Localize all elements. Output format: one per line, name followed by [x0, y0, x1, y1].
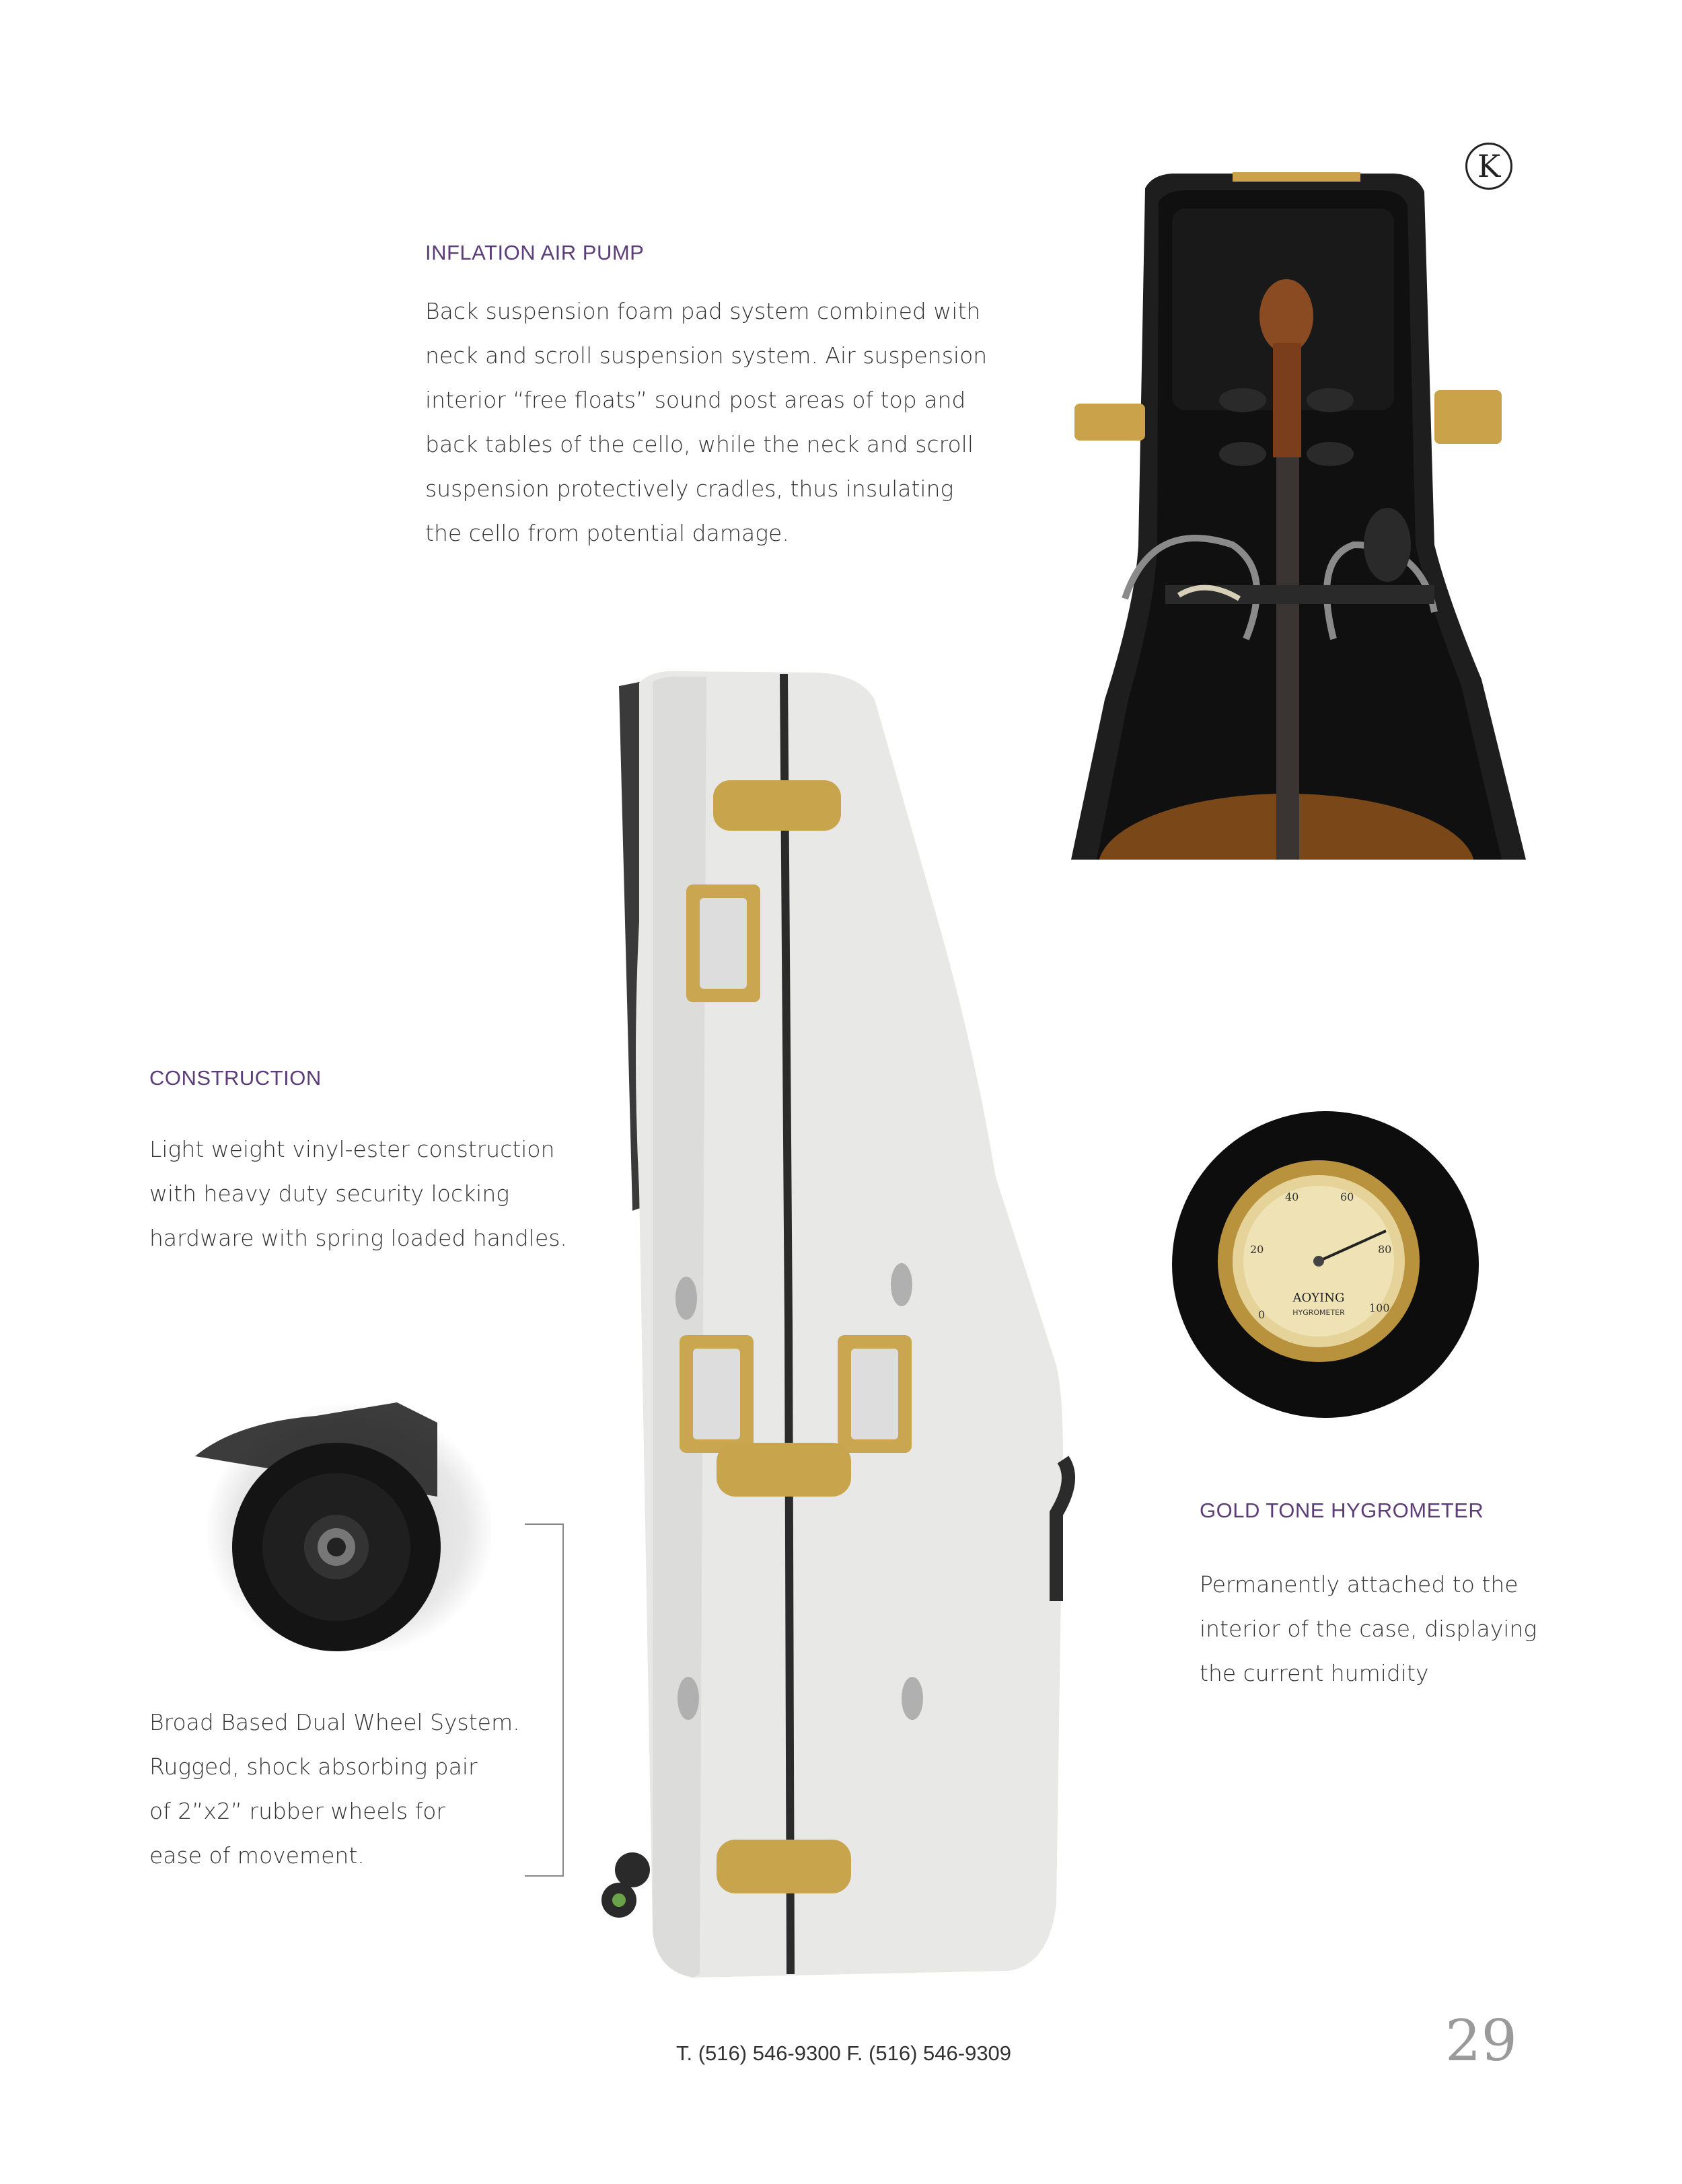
hygrometer-line: Permanently attached to the — [1200, 1571, 1519, 1597]
wheels-line: ease of movement. — [149, 1842, 365, 1869]
dial-scale-0: 0 — [1258, 1308, 1266, 1321]
inflation-line: the cello from potential damage. — [425, 520, 789, 546]
wheels-line: Broad Based Dual Wheel System. — [149, 1709, 520, 1735]
wheels-line: of 2”x2” rubber wheels for — [149, 1798, 445, 1824]
inflation-line: back tables of the cello, while the neck and scroll — [425, 431, 974, 457]
construction-description — [149, 1127, 567, 1260]
dial-scale-60: 60 — [1340, 1191, 1354, 1203]
inflation-line: Back suspension foam pad system combined with — [425, 298, 981, 324]
cello-case-photo — [592, 652, 1103, 1991]
dial-label: HYGROMETER — [1292, 1308, 1345, 1317]
wheel-callout-line — [525, 1523, 564, 1877]
inflation-description — [425, 289, 987, 556]
page-number: 29 — [1445, 2008, 1517, 2074]
hygrometer-photo — [1150, 1106, 1500, 1423]
dial-scale-40: 40 — [1285, 1191, 1299, 1203]
construction-line: hardware with spring loaded handles. — [149, 1225, 567, 1251]
hygrometer-description — [1200, 1562, 1537, 1696]
wheel-photo — [195, 1382, 491, 1651]
construction-line: Light weight vinyl-ester construction — [149, 1136, 555, 1162]
construction-heading: CONSTRUCTION — [149, 1066, 322, 1090]
inflation-heading: INFLATION AIR PUMP — [425, 241, 645, 264]
dial-scale-20: 20 — [1250, 1243, 1264, 1256]
wheels-description — [149, 1700, 520, 1878]
inflation-line: interior “free floats” sound post areas of top and — [425, 387, 966, 413]
logo-letter: K — [1477, 148, 1501, 184]
inflation-line: neck and scroll suspension system. Air suspension — [425, 342, 988, 369]
hygrometer-line: the current humidity — [1200, 1660, 1429, 1686]
wheels-line: Rugged, shock absorbing pair — [149, 1754, 478, 1780]
footer-phone: T. (516) 546-9300 F. (516) 546-9309 — [676, 2041, 1012, 2065]
hygrometer-line: interior of the case, displaying — [1200, 1616, 1537, 1642]
inflation-line: suspension protectively cradles, thus insulating — [425, 476, 954, 502]
hygrometer-heading: GOLD TONE HYGROMETER — [1200, 1499, 1484, 1522]
construction-line: with heavy duty security locking — [149, 1180, 510, 1207]
case-interior-photo — [1071, 168, 1526, 860]
dial-scale-100: 100 — [1369, 1302, 1390, 1314]
dial-scale-80: 80 — [1378, 1243, 1392, 1256]
dial-brand: AOYING — [1292, 1291, 1345, 1305]
